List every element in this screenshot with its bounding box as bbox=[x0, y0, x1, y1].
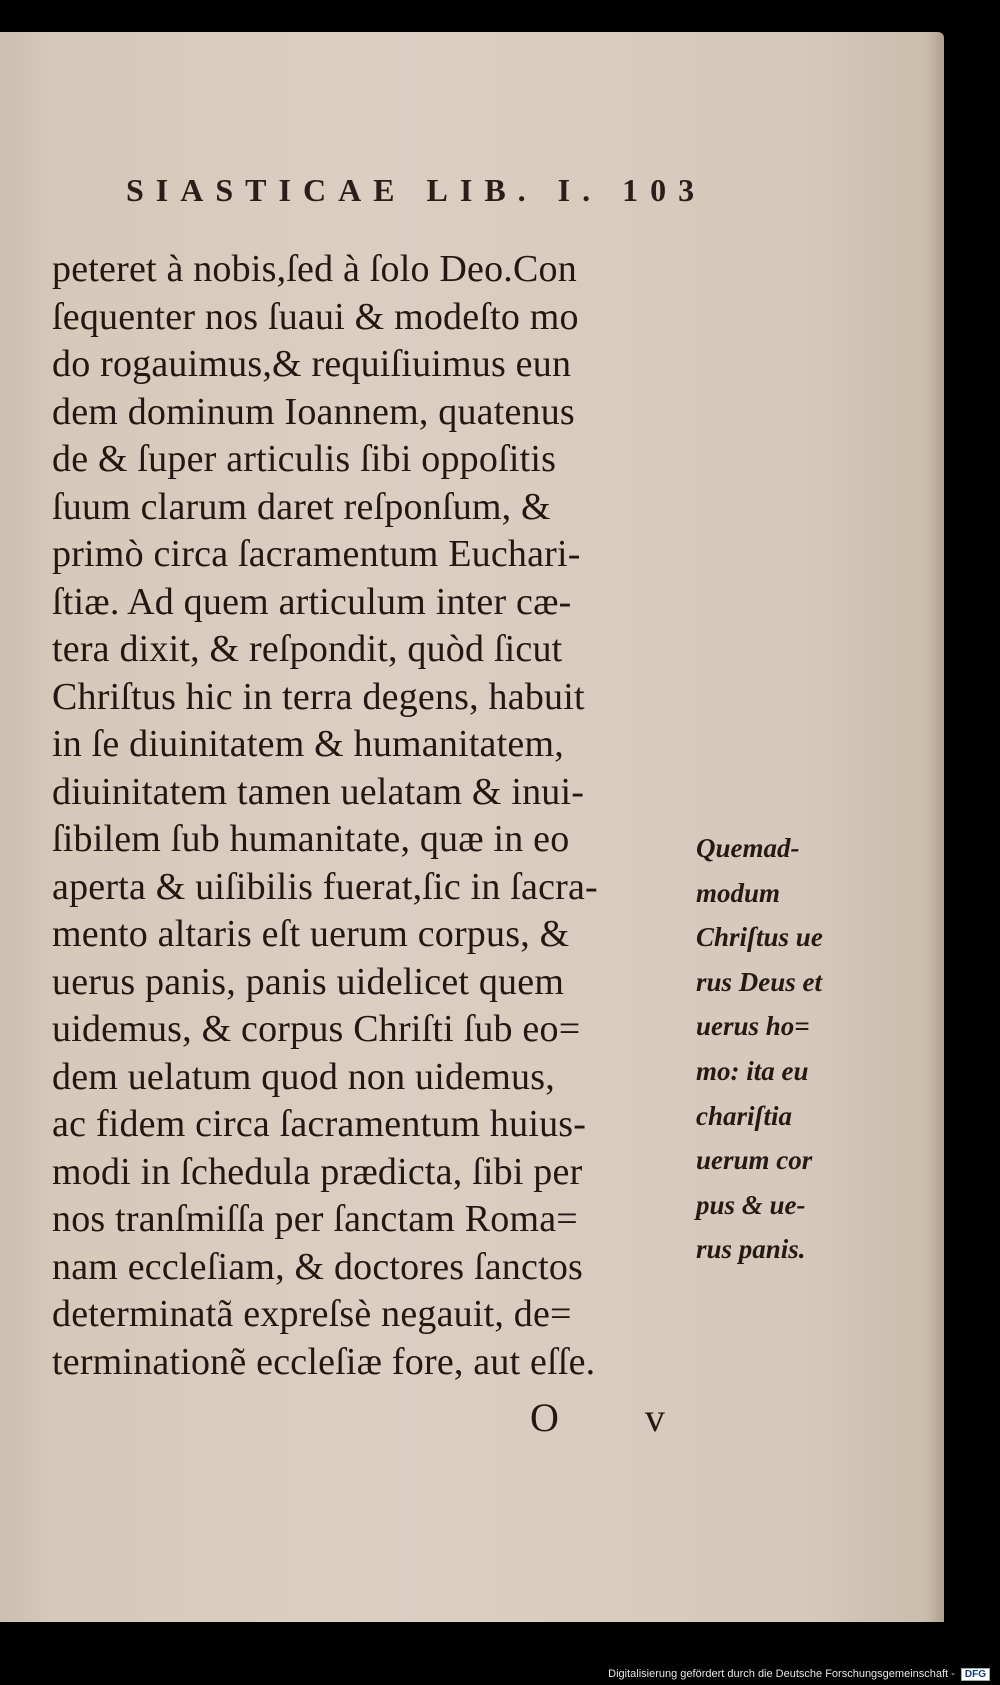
text-line: Chriſtus hic in terra degens, habuit bbox=[52, 675, 585, 718]
text-line: uerus panis, panis uidelicet quem bbox=[52, 960, 565, 1003]
text-line: ſibilem ſub humanitate, quæ in eo bbox=[52, 818, 570, 860]
text-line: uidemus, & corpus Chriſti ſub eo= bbox=[52, 1008, 581, 1050]
text-line: de & ſuper articulis ſibi oppoſitis bbox=[52, 438, 557, 480]
text-line: dem dominum Ioannem, quatenus bbox=[52, 390, 575, 433]
text-line: aperta & uiſibilis fuerat,ſic in ſacra- bbox=[52, 865, 598, 908]
text-line: peteret à nobis,ſed à ſolo Deo.Con bbox=[52, 248, 577, 290]
text-line: do rogauimus,& requiſiuimus eun bbox=[52, 343, 572, 385]
text-line: terminationẽ eccleſiæ fore, aut eſſe. bbox=[52, 1340, 596, 1383]
text-line: mento altaris eſt uerum corpus, & bbox=[52, 913, 570, 955]
text-line: tera dixit, & reſpondit, quòd ſicut bbox=[52, 628, 563, 670]
credit-text: Digitalisierung gefördert durch die Deutsche Forschungsgemeinschaft - bbox=[608, 1668, 955, 1680]
digitization-credit bbox=[608, 1668, 990, 1681]
running-head: SIASTICAE LIB. I. 103 bbox=[126, 172, 707, 208]
margin-note bbox=[696, 826, 846, 1272]
body-text bbox=[52, 246, 702, 1386]
text-line: ſequenter nos ſuaui & modeſto mo bbox=[52, 295, 579, 338]
dfg-logo: DFG bbox=[961, 1668, 990, 1681]
margin-note-line: mo: ita eu bbox=[696, 1055, 809, 1086]
text-line: nos tranſmiſſa per ſanctam Roma= bbox=[52, 1198, 578, 1240]
text-line: determinatã expreſsè negauit, de= bbox=[52, 1293, 572, 1335]
margin-note-line: pus & ue- bbox=[696, 1189, 806, 1220]
text-line: modi in ſchedula prædicta, ſibi per bbox=[52, 1150, 583, 1193]
margin-note-line: uerum cor bbox=[696, 1145, 813, 1176]
book-page bbox=[0, 32, 944, 1622]
text-line: ſtiæ. Ad quem articulum inter cæ- bbox=[52, 580, 572, 623]
margin-note-line: chariſtia bbox=[696, 1100, 793, 1131]
text-line: in ſe diuinitatem & humanitatem, bbox=[52, 723, 564, 765]
text-line: primò circa ſacramentum Euchari- bbox=[52, 533, 581, 575]
text-line: nam eccleſiam, & doctores ſanctos bbox=[52, 1245, 584, 1288]
margin-note-line: rus Deus et bbox=[696, 966, 823, 997]
margin-note-line: Quemad- bbox=[696, 833, 800, 863]
margin-note-line: modum bbox=[696, 877, 781, 908]
margin-note-line: Chriſtus ue bbox=[696, 922, 823, 953]
text-line: ac fidem circa ſacramentum huius- bbox=[52, 1103, 587, 1145]
text-line: ſuum clarum daret reſponſum, & bbox=[52, 485, 551, 528]
text-line: diuinitatem tamen uelatam & inui- bbox=[52, 770, 585, 813]
text-line: dem uelatum quod non uidemus, bbox=[52, 1055, 555, 1098]
margin-note-line: rus panis. bbox=[696, 1234, 806, 1265]
margin-note-line: uerus ho= bbox=[696, 1011, 810, 1042]
signature-mark: O v bbox=[530, 1395, 703, 1440]
